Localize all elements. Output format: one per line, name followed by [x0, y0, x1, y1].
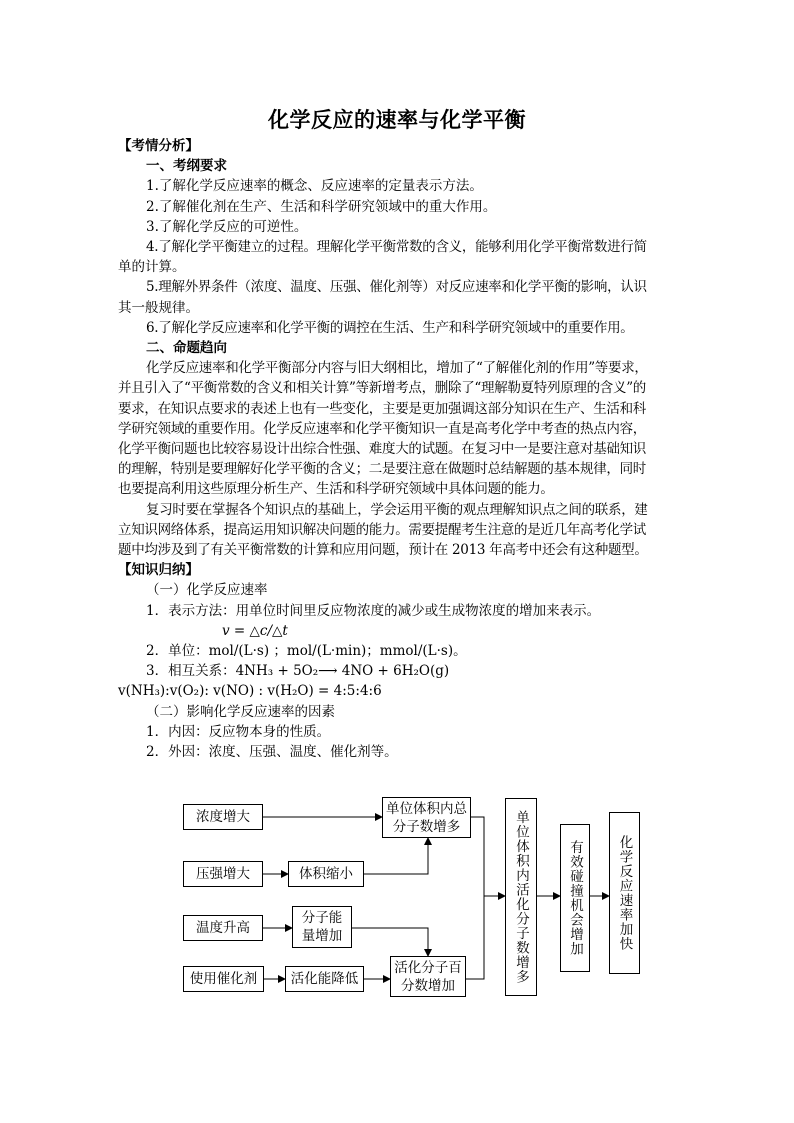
- bracket-line: [466, 817, 484, 979]
- effective-collision-box: 有效碰撞机会增加: [560, 824, 590, 972]
- total-molecules-box: 单位体积内总分子数增多: [382, 797, 471, 838]
- outline-item: 4.了解化学平衡建立的过程。理解化学平衡常数的含义，能够利用化学平衡常数进行简: [146, 239, 647, 256]
- arrow-energy-active: [352, 928, 428, 956]
- trend-line: 也要提高利用这些原理分析生产、生活和科学研究领域中具体问题的能力。: [118, 481, 554, 498]
- trend-line: 复习时要在掌握各个知识点的基础上，学会运用平衡的观点理解知识点之间的联系，建: [146, 501, 648, 518]
- active-percent-box: 活化分子百分数增加: [390, 956, 466, 997]
- energy-box: 分子能量增加: [292, 906, 352, 948]
- outline-item: 1.了解化学反应速率的概念、反应速率的定量表示方法。: [146, 178, 483, 195]
- rate-formula: v = △c/△t: [222, 622, 288, 639]
- knowledge-heading: 【知识归纳】: [118, 562, 199, 579]
- outline-item: 6.了解化学反应速率和化学平衡的调控在生活、生产和科学研究领域中的重要作用。: [146, 319, 634, 336]
- outline-item-cont: 其一般规律。: [118, 299, 199, 316]
- volume-box: 体积缩小: [288, 861, 364, 887]
- rate-increase-box: 化学反应速率加快: [609, 812, 640, 974]
- active-count-box: 单位体积内活化分子数增多: [505, 798, 537, 996]
- temperature-box: 温度升高: [183, 915, 263, 941]
- outline-item: 3.了解化学反应的可逆性。: [146, 218, 308, 235]
- rate-ratio: v(NH₃):v(O₂): v(NO) : v(H₂O) = 4:5:4:6: [118, 683, 382, 700]
- knowledge-line: （一）化学反应速率: [146, 582, 268, 599]
- catalyst-box: 使用催化剂: [183, 966, 264, 992]
- concentration-box: 浓度增大: [183, 804, 263, 830]
- knowledge-line: 2．单位：mol/(L·s) ；mol/(L·min)；mmol/(L·s)。: [146, 643, 467, 660]
- outline-heading: 一、考纲要求: [146, 158, 227, 175]
- exam-analysis-heading: 【考情分析】: [118, 138, 199, 154]
- outline-item: 2.了解催化剂在生产、生活和科学研究领域中的重大作用。: [146, 198, 497, 215]
- trend-line: 学研究领域的重要作用。化学反应速率和化学平衡知识一直是高考化学中考查的热点内容，: [118, 420, 646, 437]
- knowledge-line: 1．内因：反应物本身的性质。: [146, 723, 331, 740]
- document-body: [118, 136, 678, 762]
- trend-line: 并且引入了“平衡常数的含义和相关计算”等新增考点，删除了“理解勒夏特列原理的含义”的: [118, 380, 647, 397]
- knowledge-line: 2．外因：浓度、压强、温度、催化剂等。: [146, 744, 398, 761]
- knowledge-line: 3．相互关系：4NH₃ + 5O₂⟶ 4NO + 6H₂O(g): [146, 663, 450, 680]
- trend-line: 化学反应速率和化学平衡部分内容与旧大纲相比，增加了“了解催化剂的作用”等要求，: [146, 360, 648, 377]
- arrow-volume-total: [364, 838, 428, 874]
- trend-line: 的理解，特别是要理解好化学平衡的含义；二是要注意在做题时总结解题的基本规律，同时: [118, 461, 646, 478]
- trend-line: 化学平衡问题也比较容易设计出综合性强、难度大的试题。在复习中一是要注意对基础知识: [118, 441, 646, 458]
- activation-box: 活化能降低: [285, 966, 364, 992]
- trend-heading: 二、命题趋向: [146, 340, 227, 357]
- trend-line: 立知识网络体系，提高运用知识解决问题的能力。需要提醒考生注意的是近几年高考化学试: [118, 521, 646, 538]
- knowledge-line: （二）影响化学反应速率的因素: [146, 703, 335, 720]
- knowledge-line: 1．表示方法：用单位时间里反应物浓度的减少或生成物浓度的增加来表示。: [146, 602, 601, 619]
- page-title: 化学反应的速率与化学平衡: [268, 108, 526, 132]
- outline-item: 5.理解外界条件（浓度、温度、压强、催化剂等）对反应速率和化学平衡的影响，认识: [146, 279, 647, 296]
- pressure-box: 压强增大: [183, 861, 263, 887]
- outline-item-cont: 单的计算。: [118, 259, 186, 276]
- trend-line: 题中均涉及到了有关平衡常数的计算和应用问题，预计在 2013 年高考中还会有这种题型。: [118, 542, 648, 559]
- trend-line: 要求，在知识点要求的表述上也有一些变化，主要是更加强调这部分知识在生产、生活和科: [118, 400, 646, 417]
